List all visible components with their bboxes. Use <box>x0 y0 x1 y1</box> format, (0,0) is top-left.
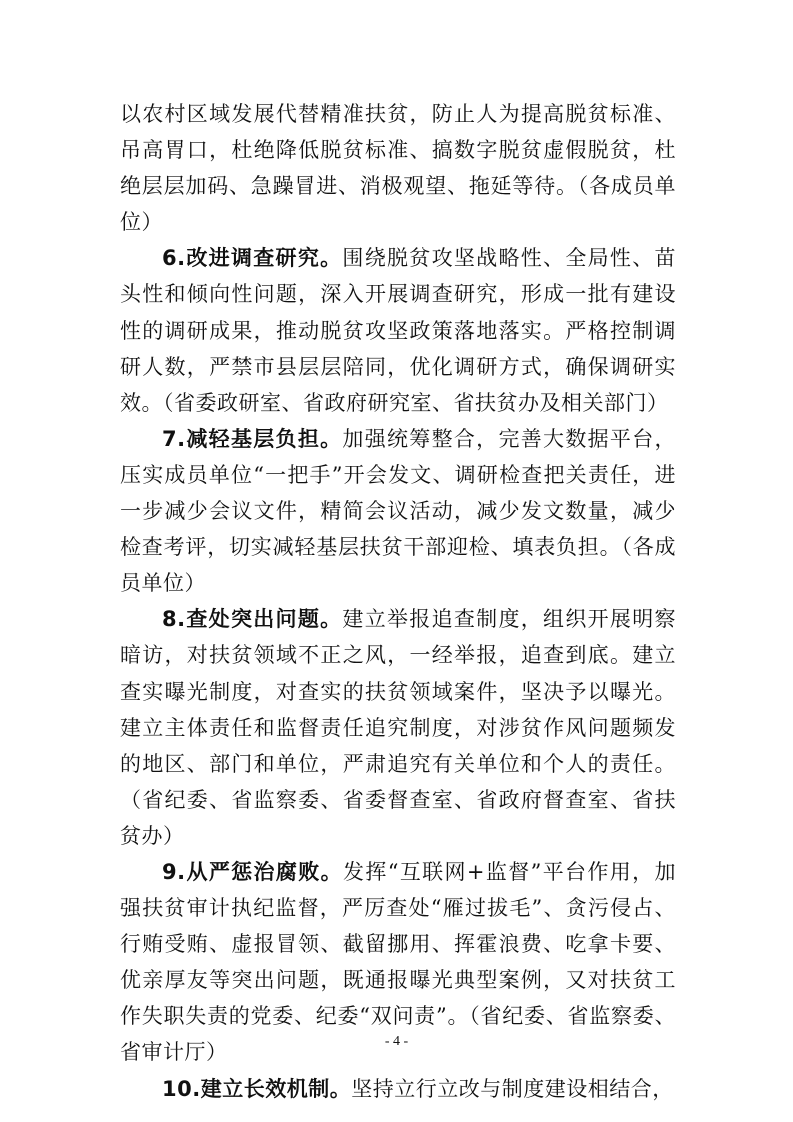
continuation-paragraph: 以农村区域发展代替精准扶贫，防止人为提高脱贫标准、吊高胃口，杜绝降低脱贫标准、搞数字脱贫虚假脱贫，杜绝层层加码、急躁冒进、消极观望、拖延等待。（各成员单位） <box>120 102 676 235</box>
item-7-text: 加强统筹整合，完善大数据平台，压实成员单位“一把手”开会发文、调研检查把关责任，进一步减少会议文件，精简会议活动，减少发文数量，减少检查考评，切实减轻基层扶贫干部迎检、填表负担。（各成员单位） <box>120 426 676 596</box>
document-body <box>120 96 676 1107</box>
item-6-paragraph <box>120 240 676 420</box>
item-8-heading: 8.查处突出问题。 <box>162 607 343 632</box>
item-10-text: 坚持立行立改与制度建设相结合， <box>351 1076 674 1101</box>
item-10-paragraph <box>120 1071 676 1107</box>
item-9-heading: 9.从严惩治腐败。 <box>162 859 343 884</box>
item-8-paragraph <box>120 601 676 854</box>
item-6-heading: 6.改进调查研究。 <box>162 246 343 271</box>
item-7-paragraph <box>120 421 676 601</box>
page-number: - 4 - <box>384 1034 409 1049</box>
item-7-heading: 7.减轻基层负担。 <box>162 426 343 451</box>
item-8-text: 建立举报追查制度，组织开展明察暗访，对扶贫领域不正之风，一经举报，追查到底。建立查实曝光制度，对查实的扶贫领域案件，坚决予以曝光。建立主体责任和监督责任追究制度，对涉贫作风问题频发的地区、部门和单位，严肃追究有关单位和个人的责任。（省纪委、省监察委、省委督查室、省政府督查室、省扶贫办） <box>120 607 676 848</box>
item-9-text: 发挥“互联网+监督”平台作用，加强扶贫审计执纪监督，严厉查处“雁过拔毛”、贪污侵占、行贿受贿、虚报冒领、截留挪用、挥霍浪费、吃拿卡要、优亲厚友等突出问题，既通报曝光典型案例，又对扶贫工作失职失责的党委、纪委“双问责”。（省纪委、省监察委、省审计厅） <box>120 859 676 1065</box>
item-6-text: 围绕脱贫攻坚战略性、全局性、苗头性和倾向性问题，深入开展调查研究，形成一批有建设性的调研成果，推动脱贫攻坚政策落地落实。严格控制调研人数，严禁市县层层陪同，优化调研方式，确保调研实效。（省委政研室、省政府研究室、省扶贫办及相关部门） <box>120 246 676 415</box>
item-10-heading: 10.建立长效机制。 <box>162 1076 352 1101</box>
